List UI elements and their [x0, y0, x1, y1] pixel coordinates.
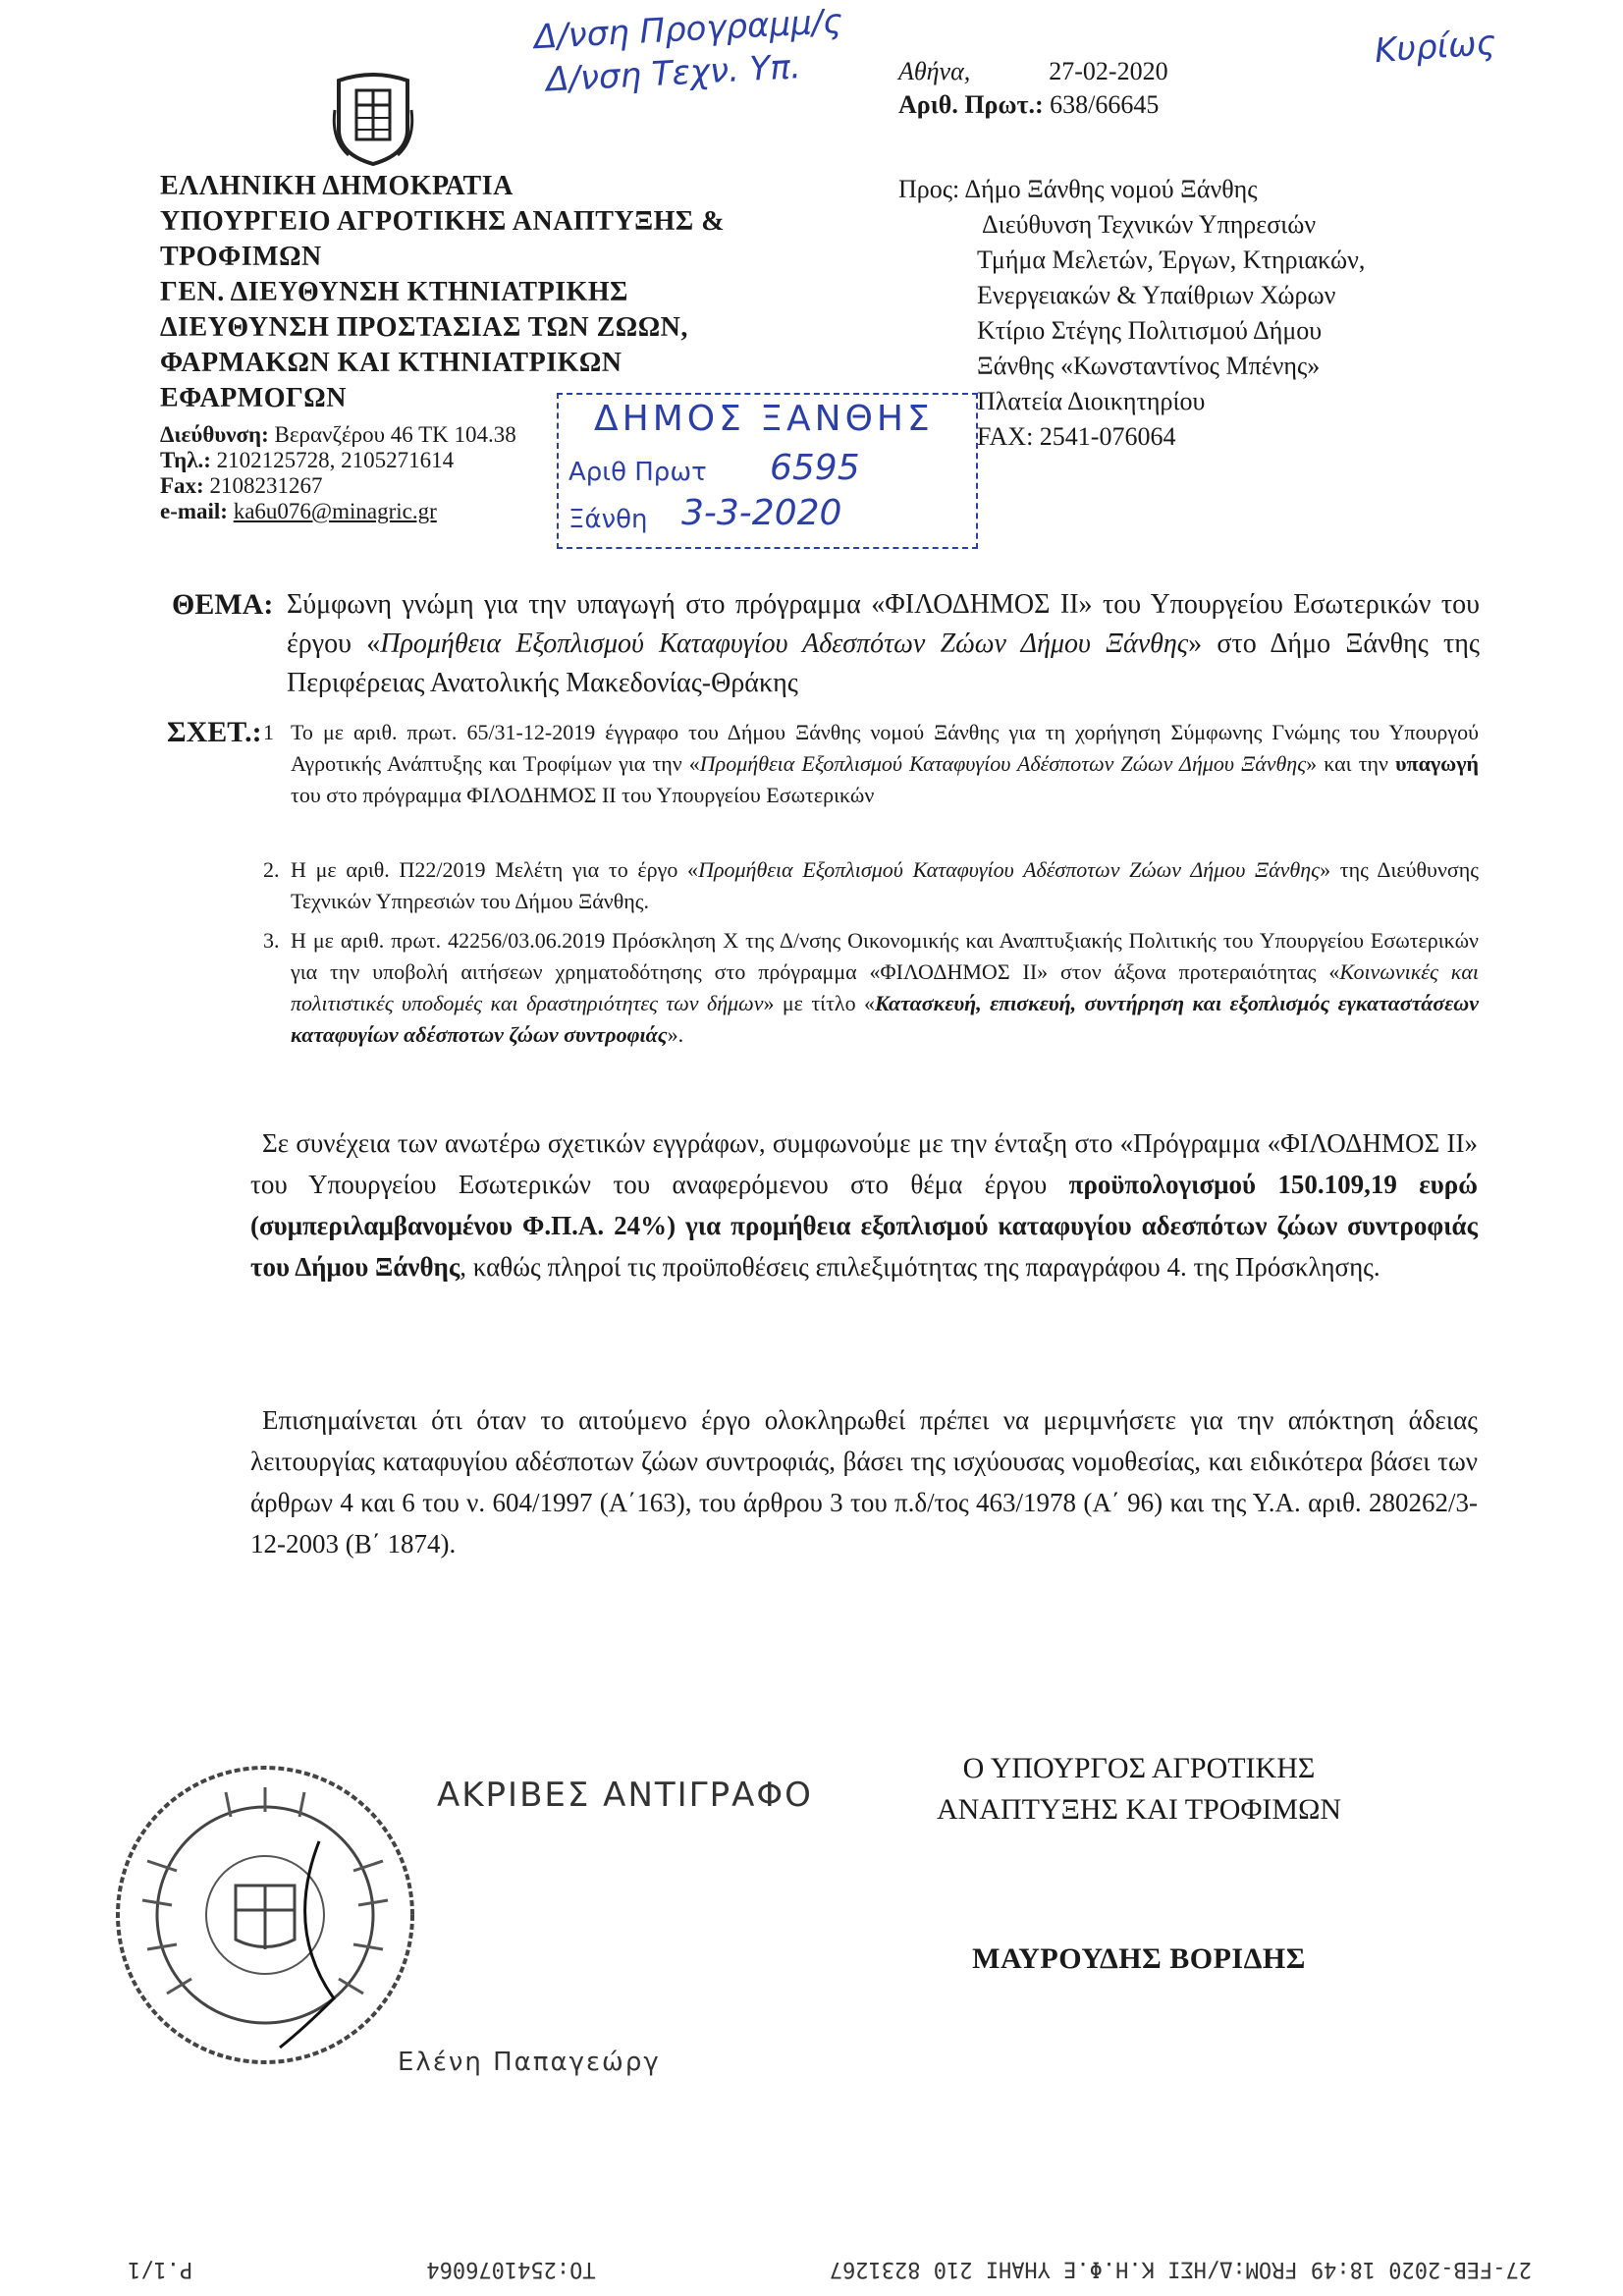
reference-text: » της Διεύθυνσης Τεχνικών Υπηρεσιών του Δήμου Ξάνθης.: [291, 857, 1479, 913]
signature-title-line: Ο ΥΠΟΥΡΓΟΣ ΑΓΡΟΤΙΚΗΣ: [962, 1752, 1316, 1784]
protocol-label: Αριθ. Πρωτ.:: [898, 90, 1044, 119]
reference-text: Το με αριθ. πρωτ. 65/31-12-2019 έγγραφο του Δήμου Ξάνθης νομού Ξάνθης για τη χορήγηση Σύμφωνης Γνώμης του Υπουργού Αγροτικής Ανάπτυξης και Τροφίμων για την «: [291, 720, 1479, 776]
reference-text: » με τίτλο «: [763, 991, 876, 1015]
sender-line: ΕΛΛΗΝΙΚΗ ΔΗΜΟΚΡΑΤΙΑ: [160, 171, 514, 201]
stamp-date-value: 3-3-2020: [681, 493, 842, 533]
place: Αθήνα,: [898, 57, 971, 85]
recipient-line: Πλατεία Διοικητηρίου: [977, 387, 1206, 415]
reference-italic: Προμήθεια Εξοπλισμού Καταφυγίου Αδέσποτων Ζώων Δήμου Ξάνθης: [699, 751, 1307, 776]
incoming-protocol-stamp: [557, 393, 978, 549]
certified-copy-stamp: ΑΚΡΙΒΕΣ ΑΝΤΙΓΡΑΦΟ: [437, 1776, 813, 1815]
stamp-protocol-label: Αριθ Πρωτ: [568, 458, 707, 487]
reference-item: [263, 854, 1479, 917]
recipient-line: FAX: 2541-076064: [977, 422, 1176, 451]
sender-block: [160, 169, 725, 416]
phone-value: 2102125728, 2105271614: [216, 448, 455, 472]
subject-block: [172, 585, 1481, 698]
email-value: ka6u076@minagric.gr: [233, 499, 437, 523]
recipient-line: Δήμο Ξάνθης νομού Ξάνθης: [964, 175, 1258, 203]
handwritten-note-line1: Δ/νση Προγραμμ/ς: [533, 1, 844, 58]
reference-text: του στο πρόγραμμα ΦΙΛΟΔΗΜΟΣ ΙΙ του Υπουργείου Εσωτερικών: [291, 783, 875, 807]
sender-line: ΓΕΝ. ΔΙΕΥΘΥΝΣΗ ΚΤΗΝΙΑΤΡΙΚΗΣ: [160, 277, 628, 307]
recipient-line: Τμήμα Μελετών, Έργων, Κτηριακών,: [977, 246, 1366, 274]
date: 27-02-2020: [1049, 57, 1168, 85]
reference-bold-italic: Κατασκευή, επισκευή, συντήρηση και εξοπλισμός εγκαταστάσεων καταφυγίων αδέσποτων ζώων συντροφιάς: [291, 991, 1479, 1047]
recipient-line: Ενεργειακών & Υπαίθριων Χώρων: [977, 281, 1336, 309]
sender-line: ΦΑΡΜΑΚΩΝ ΚΑΙ ΚΤΗΝΙΑΤΡΙΚΩΝ: [160, 348, 622, 378]
body-bold: προϋπολογισμού 150.109,19 ευρώ (συμπεριλαμβανομένου Φ.Π.Α. 24%) για προμήθεια εξοπλισμού καταφυγίου αδεσπότων ζώων συντροφιάς του Δήμου Ξάνθης: [250, 1170, 1478, 1282]
certified-copy-signer: Ελένη Παπαγεώργ: [398, 2048, 661, 2077]
protocol-value: 638/66645: [1050, 90, 1160, 119]
reference-number: 1: [263, 720, 274, 744]
subject-text: [287, 585, 1480, 703]
fax-header-right: P.1/1: [128, 2257, 193, 2281]
stamp-title: ΔΗΜΟΣ ΞΑΝΘΗΣ: [594, 399, 934, 439]
phone-label: Τηλ.:: [160, 448, 211, 472]
subject-label: ΘΕΜΑ:: [172, 588, 274, 621]
official-seal-icon: [108, 1753, 422, 2077]
reference-item: [263, 925, 1480, 1051]
greek-coat-of-arms-icon: [329, 61, 417, 169]
handwritten-note-right: Κυρίως: [1373, 23, 1497, 72]
stamp-date-label: Ξάνθη: [568, 505, 648, 534]
address-value: Βερανζέρου 46 ΤΚ 104.38: [274, 422, 516, 447]
subject-text-italic: Προμήθεια Εξοπλισμού Καταφυγίου Αδεσπότων Ζώων Δήμου Ξάνθης: [380, 629, 1189, 659]
subject-text-a: Σύμφωνη γνώμη για την υπαγωγή στο πρόγραμμα «ΦΙΛΟΔΗΜΟΣ ΙΙ» του Υπουργείου Εσωτερικών του έργου «: [287, 589, 1480, 659]
reference-number: 2.: [263, 857, 280, 882]
reference-italic: Κοινωνικές και πολιτιστικές υποδομές και δραστηριότητες των δήμων: [291, 959, 1480, 1015]
handwritten-note-top: [533, 2, 845, 100]
references-label: ΣΧΕΤ.:: [167, 716, 262, 748]
dateline: [898, 55, 1168, 122]
reference-bold: υπαγωγή: [1395, 751, 1479, 776]
reference-text: Η με αριθ. Π22/2019 Μελέτη για το έργο «: [291, 857, 699, 882]
recipient-line: Κτίριο Στέγης Πολιτισμού Δήμου: [977, 316, 1323, 345]
body-paragraph-1: [250, 1122, 1478, 1287]
recipient-line: Διεύθυνση Τεχνικών Υπηρεσιών: [982, 210, 1317, 239]
reference-number: 3.: [263, 928, 280, 953]
signature-title-line: ΑΝΑΠΤΥΞΗΣ ΚΑΙ ΤΡΟΦΙΜΩΝ: [936, 1793, 1342, 1826]
body-text: Επισημαίνεται ότι όταν το αιτούμενο έργο ολοκληρωθεί πρέπει να μεριμνήσετε για την απόκτηση άδειας λειτουργίας καταφυγίου αδέσποτων ζώων συντροφιάς, βάσει της ισχύουσας νομοθεσίας, και ειδικότερα βάσει των άρθρων 4 και 6 του ν. 604/1997 (Α΄163), του άρθρου 3 του π.δ/τος 463/1978 (Α΄ 96) και της Υ.Α. αριθ. 280262/3-12-2003 (Β΄ 1874).: [250, 1405, 1478, 1558]
body-text: Σε συνέχεια των ανωτέρω σχετικών εγγράφων, συμφωνούμε με την ένταξη στο «Πρόγραμμα «ΦΙΛΟΔΗΜΟΣ ΙΙ» του Υπουργείου Εσωτερικών του αναφερόμενου στο θέμα έργου: [250, 1128, 1478, 1199]
signature-title: [844, 1748, 1434, 1831]
sender-contact: [160, 422, 516, 524]
reference-text: » και την: [1306, 751, 1396, 776]
sender-line: ΤΡΟΦΙΜΩΝ: [160, 242, 322, 272]
fax-header-middle: TO:2541076064: [426, 2257, 596, 2281]
recipient-label: Προς:: [898, 175, 960, 203]
recipient-line: Ξάνθης «Κωνσταντίνος Μπένης»: [977, 352, 1321, 380]
sender-line: ΕΦΑΡΜΟΓΩΝ: [160, 383, 347, 413]
sender-line: ΔΙΕΥΘΥΝΣΗ ΠΡΟΣΤΑΣΙΑΣ ΤΩΝ ΖΩΩΝ,: [160, 312, 688, 343]
reference-italic: Προμήθεια Εξοπλισμού Καταφυγίου Αδέσποτων Ζώων Δήμου Ξάνθης: [698, 857, 1321, 882]
fax-value: 2108231267: [209, 473, 323, 498]
fax-header-left: 27-FEB-2020 18:49 FROM:Δ/ΗΣΙ Κ.Η.Φ.Ε ΥΗΑΗΙ 210 8231267: [829, 2257, 1532, 2281]
fax-label: Fax:: [160, 473, 204, 498]
subject-text-b: » στο Δήμο Ξάνθης της Περιφέρειας Ανατολικής Μακεδονίας-Θράκης: [287, 629, 1481, 698]
body-paragraph-2: [250, 1399, 1478, 1564]
body-text: , καθώς πληροί τις προϋποθέσεις επιλεξιμότητας της παραγράφου 4. της Πρόσκλησης.: [460, 1252, 1380, 1282]
address-label: Διεύθυνση:: [160, 422, 269, 447]
signatory-name: ΜΑΥΡΟΥΔΗΣ ΒΟΡΙΔΗΣ: [972, 1942, 1306, 1975]
reference-item: [263, 717, 1479, 811]
stamp-protocol-value: 6595: [770, 448, 860, 488]
sender-line: ΥΠΟΥΡΓΕΙΟ ΑΓΡΟΤΙΚΗΣ ΑΝΑΠΤΥΞΗΣ &: [160, 206, 726, 237]
reference-text: Η με αριθ. πρωτ. 42256/03.06.2019 Πρόσκληση Χ της Δ/νσης Οικονομικής και Αναπτυξιακής Πολιτικής του Υπουργείου Εσωτερικών για την υποβολή αιτήσεων χρηματοδότησης στο πρόγραμμα «ΦΙΛΟΔΗΜΟΣ ΙΙ» στον άξονα προτεραιότητας «: [291, 928, 1479, 984]
handwritten-note-line2: Δ/νση Τεχν. Υπ.: [545, 47, 802, 100]
email-label: e-mail:: [160, 499, 228, 523]
reference-text: ».: [667, 1022, 684, 1047]
fax-transmission-header: [128, 2257, 1532, 2281]
